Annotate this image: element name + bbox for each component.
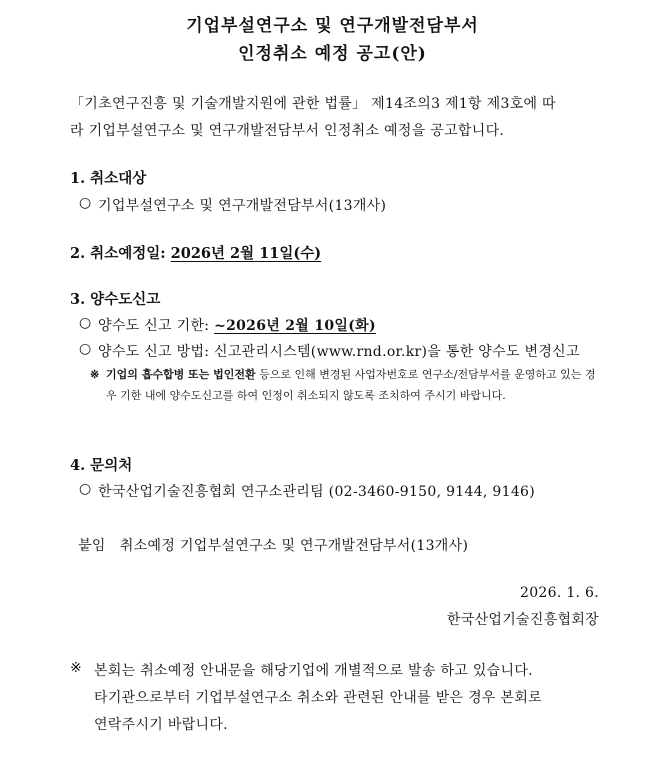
title-line-2: 인정취소 예정 공고(안) [238, 44, 427, 64]
cancel-date: 2026년 2월 11일(수) [170, 245, 322, 262]
footer-line-3: 연락주시기 바랍니다. [94, 717, 228, 733]
section-3-heading: 3. 양수도신고 [70, 291, 161, 308]
section-3-note [106, 364, 604, 406]
section-1-item: 기업부설연구소 및 연구개발전담부서(13개사) [98, 198, 387, 214]
section-1-bullet: ○ [79, 195, 92, 211]
section-4-bullet: ○ [79, 481, 92, 497]
intro-line-2: 라 기업부설연구소 및 연구개발전담부서 인정취소 예정을 공고합니다. [70, 123, 505, 139]
section-4-contact: 한국산업기술진흥협회 연구소관리팀 (02-3460-9150, 9144, 9146) [98, 484, 535, 500]
note-bold-text: 기업의 흡수합병 또는 법인전환 [106, 368, 256, 381]
note-text: 등으로 인해 변경된 사업자번호로 연구소/전담부서를 운영하고 있는 경우 기한 내에 양수도신고를 하여 인정이 취소되지 않도록 조치하여 주시기 바랍니다. [106, 368, 596, 402]
section-2-label: 2. 취소예정일: [70, 245, 166, 262]
footer-line-1: 본회는 취소예정 안내문을 해당기업에 개별적으로 발송 하고 있습니다. [94, 663, 533, 679]
transfer-deadline-label: 양수도 신고 기한: [98, 318, 210, 334]
section-3-item-2: 양수도 신고 방법: 신고관리시스템(www.rnd.or.kr)을 통한 양수도 변경신고 [98, 344, 580, 360]
section-3-item-1 [98, 315, 376, 335]
attachment-line: 붙임 취소예정 기업부설연구소 및 연구개발전담부서(13개사) [78, 538, 469, 554]
section-2-heading [70, 242, 321, 263]
section-3-bullet-1: ○ [79, 315, 92, 331]
section-3-bullet-2: ○ [79, 341, 92, 357]
note-mark: ※ [90, 368, 100, 381]
document-date: 2026. 1. 6. [520, 585, 599, 601]
section-4-heading: 4. 문의처 [70, 457, 133, 474]
section-1-heading: 1. 취소대상 [70, 170, 147, 187]
footer-line-2: 타기관으로부터 기업부설연구소 취소와 관련된 안내를 받은 경우 본회로 [94, 690, 542, 706]
intro-line-1: 「기초연구진흥 및 기술개발지원에 관한 법률」 제14조의3 제1항 제3호에 따 [70, 96, 556, 112]
title-line-1: 기업부설연구소 및 연구개발전담부서 [186, 16, 479, 36]
issuer-name: 한국산업기술진흥협회장 [446, 612, 599, 628]
transfer-deadline-value: ~2026년 2월 10일(화) [214, 318, 376, 334]
footer-mark: ※ [70, 660, 83, 676]
